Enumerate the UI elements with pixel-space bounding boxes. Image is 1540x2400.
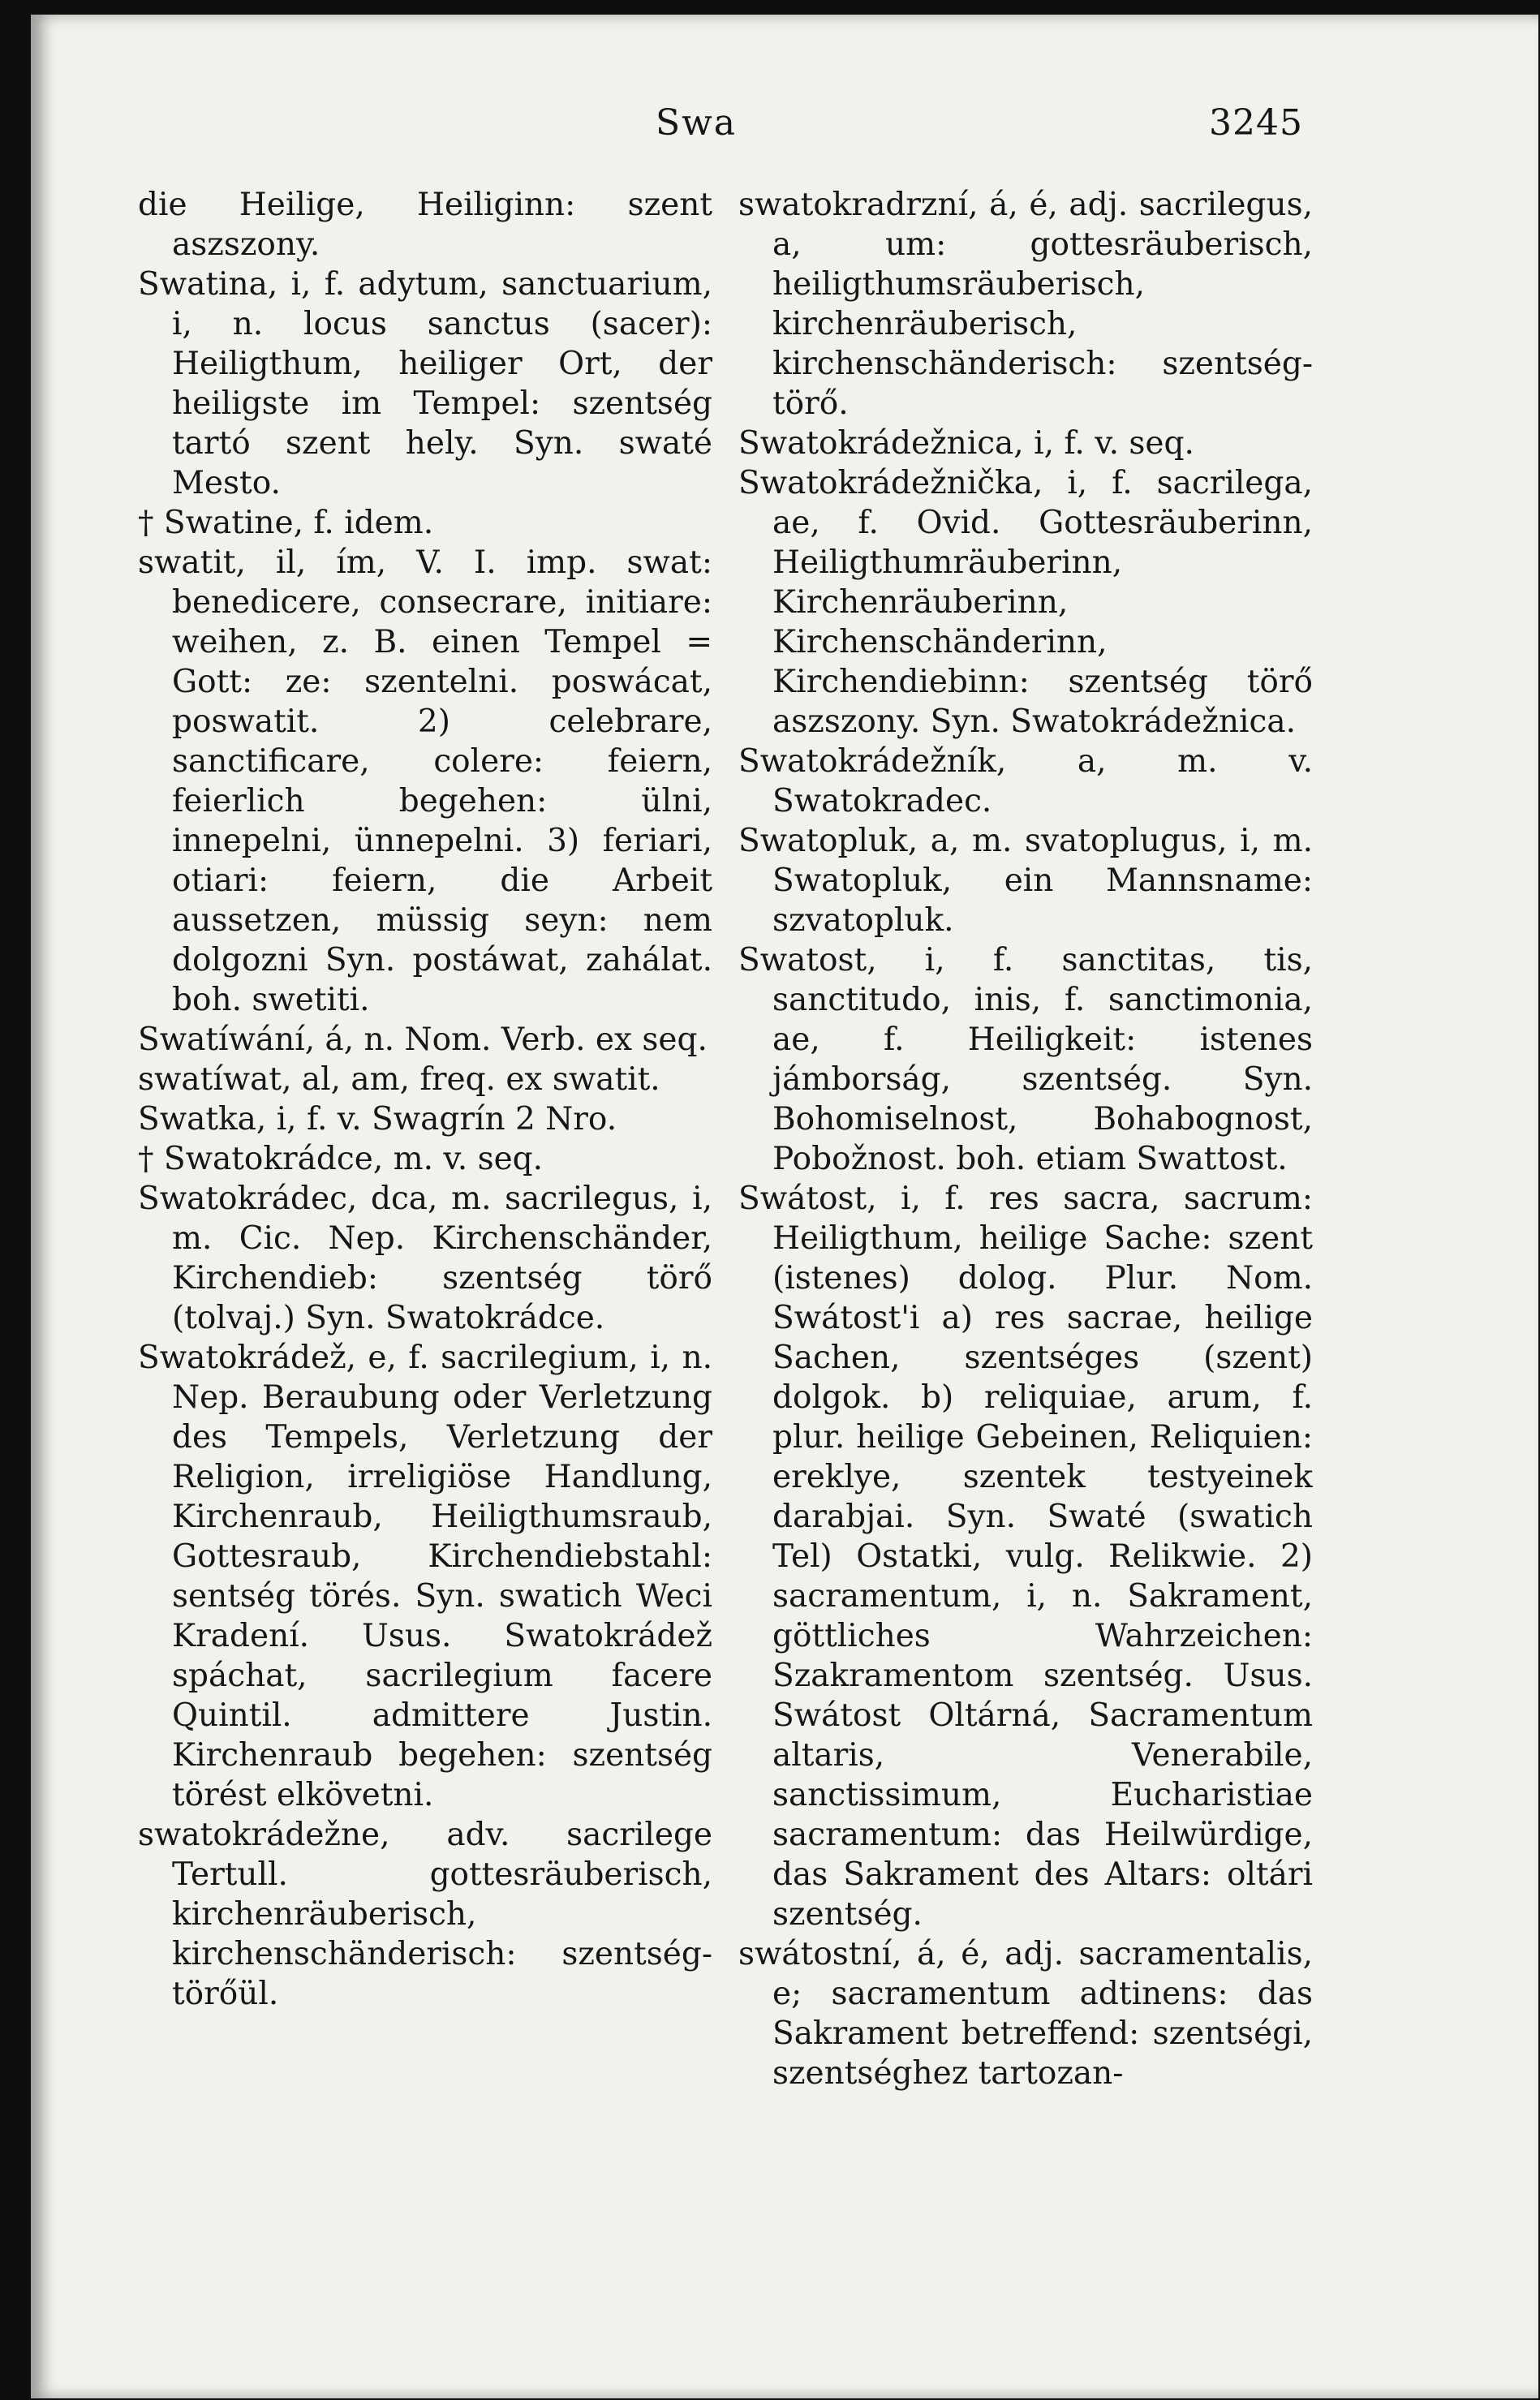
page-number: 3245	[1209, 102, 1303, 144]
left-column	[138, 185, 712, 2014]
dictionary-entry: † Swatine, f. idem.	[138, 505, 434, 541]
dictionary-page	[31, 15, 1538, 2398]
dictionary-entry: Swatost, i, f. sanctitas, tis, sanctitudo, inis, f. sanctimonia, ae, f. Heiligkeit: istenes jámborság, szentség. Syn. Bohomiselnost, Bohabognost, Pobožnost. boh. etiam Swattost.	[738, 942, 1313, 1177]
running-head: Swa	[656, 102, 738, 144]
dictionary-entry: Swatokrádežnička, i, f. sacrilega, ae, f. Ovid. Gottesräuberinn, Heiligthumräuberinn, Kirchenräuberinn, Kirchenschänderinn, Kirchendiebinn: szentség törő aszszony. Syn. Swatokrádežnica.	[738, 465, 1313, 740]
dictionary-entry: swatit, il, ím, V. I. imp. swat: benedicere, consecrare, initiare: weihen, z. B. einen Tempel = Gott: ze: szentelni. poswácat, poswatit. 2) celebrare, sanctificare, colere: feiern, feierlich begehen: ülni, innepelni, ünnepelni. 3) feriari, otiari: feiern, die Arbeit aussetzen, müssig seyn: nem dolgozni Syn. postáwat, zahálat. boh. swetiti.	[138, 544, 712, 1018]
right-column	[738, 185, 1313, 2093]
dictionary-entry: Swatopluk, a, m. svatoplugus, i, m. Swatopluk, ein Mannsname: szvatopluk.	[738, 823, 1313, 939]
dictionary-entry: Swatíwání, á, n. Nom. Verb. ex seq.	[138, 1022, 708, 1058]
dictionary-entry: Swatka, i, f. v. Swagrín 2 Nro.	[138, 1101, 617, 1138]
dictionary-entry: Swatokrádec, dca, m. sacrilegus, i, m. Cic. Nep. Kirchenschänder, Kirchendieb: szentség törő (tolvaj.) Syn. Swatokrádce.	[138, 1181, 712, 1336]
dictionary-entry: swatokradrzní, á, é, adj. sacrilegus, a, um: gottesräuberisch, heiligthumsräuberisch, kirchenräuberisch, kirchenschänderisch: szentség-törő.	[738, 187, 1313, 422]
dictionary-entry: swatokrádežne, adv. sacrilege Tertull. gottesräuberisch, kirchenräuberisch, kirchenschänderisch: szentség-törőül.	[138, 1817, 712, 2012]
dictionary-entry: Swatokrádežník, a, m. v. Swatokradec.	[738, 743, 1313, 819]
dictionary-entry: Swatina, i, f. adytum, sanctuarium, i, n. locus sanctus (sacer): Heiligthum, heiliger Ort, der heiligste im Tempel: szentség tartó szent hely. Syn. swaté Mesto.	[138, 266, 712, 501]
dictionary-entry: Swatokrádežnica, i, f. v. seq.	[738, 425, 1194, 462]
dictionary-entry: † Swatokrádce, m. v. seq.	[138, 1141, 544, 1177]
dictionary-entry: Swatokrádež, e, f. sacrilegium, i, n. Nep. Beraubung oder Verletzung des Tempels, Verletzung der Religion, irreligiöse Handlung, Kirchenraub, Heiligthumsraub, Gottesraub, Kirchendiebstahl: sentség törés. Syn. swatich Weci Kradení. Usus. Swatokrádež spáchat, sacrilegium facere Quintil. admittere Justin. Kirchenraub begehen: szentség törést elkövetni.	[138, 1340, 712, 1813]
dictionary-entry: Swátost, i, f. res sacra, sacrum: Heiligthum, heilige Sache: szent (istenes) dolog. Plur. Nom. Swátost'i a) res sacrae, heilige Sachen, szentséges (szent) dolgok. b) reliquiae, arum, f. plur. heilige Gebeinen, Reliquien: ereklye, szentek testyeinek darabjai. Syn. Swaté (swatich Tel) Ostatki, vulg. Relikwie. 2) sacramentum, i, n. Sakrament, göttliches Wahrzeichen: Szakramentom szentség. Usus. Swátost Oltárná, Sacramentum altaris, Venerabile, sanctissimum, Eucharistiae sacramentum: das Heilwürdige, das Sakrament des Altars: oltári szentség.	[738, 1181, 1313, 1933]
dictionary-entry: swatíwat, al, am, freq. ex swatit.	[138, 1061, 660, 1098]
dictionary-entry: swátostní, á, é, adj. sacramentalis, e; sacramentum adtinens: das Sakrament betreffend: szentségi, szentséghez tartozan-	[738, 1936, 1313, 2092]
dictionary-entry: die Heilige, Heiliginn: szent aszszony.	[138, 187, 712, 263]
